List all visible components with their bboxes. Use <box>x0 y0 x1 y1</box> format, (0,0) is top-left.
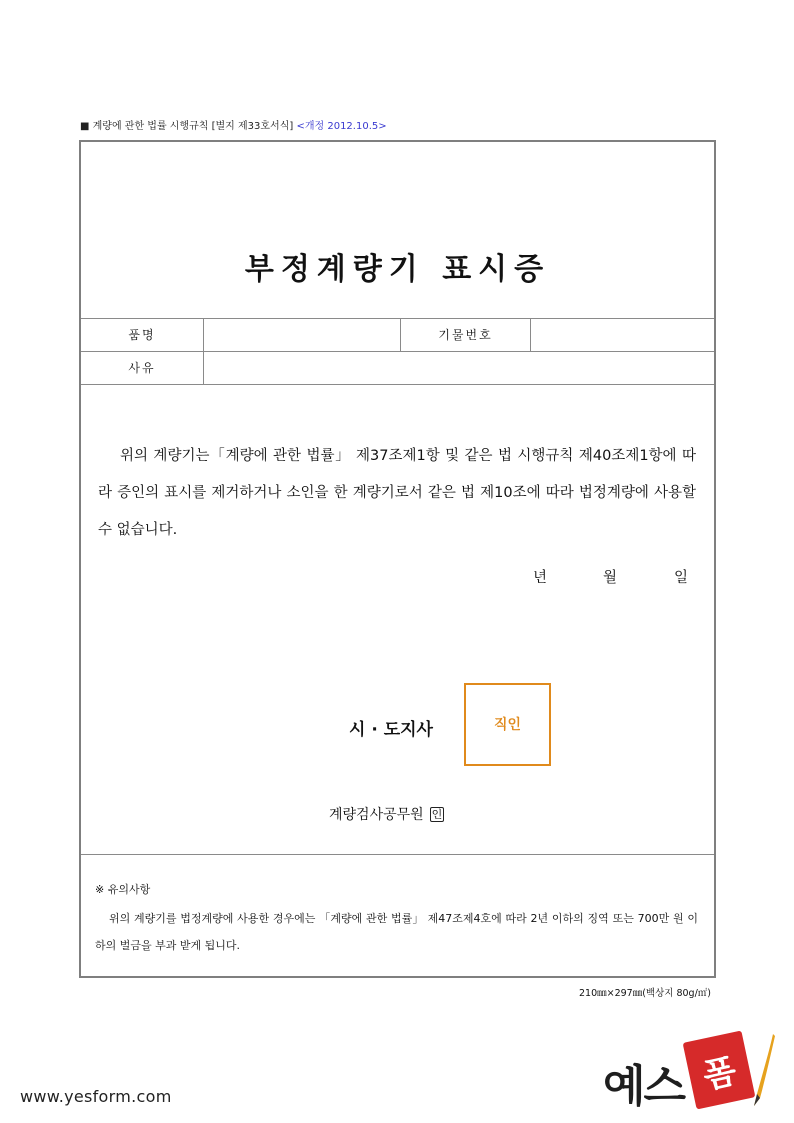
officer-title: 계량검사공무원 <box>329 807 424 823</box>
item-name-label: 품명 <box>128 328 156 342</box>
date-year-label: 년 <box>533 570 548 586</box>
reason-field[interactable] <box>204 352 714 384</box>
site-url-link[interactable]: www.yesform.com <box>20 1087 172 1106</box>
form-revision: <개정 2012.10.5> <box>296 121 387 132</box>
form-header-prefix: ■ 계량에 관한 법률 시행규칙 [별지 제33호서식] <box>80 121 294 132</box>
notes-body <box>95 905 698 959</box>
notice-body <box>98 438 696 549</box>
form-box <box>79 140 716 978</box>
notes-title: ※ 유의사항 <box>95 883 151 896</box>
date-day-label: 일 <box>674 570 689 586</box>
logo-badge <box>683 1031 756 1110</box>
issuer-title: 시 · 도지사 <box>349 720 433 740</box>
form-row-reason <box>81 351 714 385</box>
notes-paragraph: 위의 계량기를 법정계량에 사용한 경우에는 「계량에 관한 법률」 제47조제4호에 따라 2년 이하의 징역 또는 700만 원 이하의 벌금을 부과 받게 됩니다. <box>95 912 698 952</box>
form-row-item <box>81 318 714 351</box>
yesform-logo <box>603 1032 785 1116</box>
notes-section <box>81 854 714 976</box>
serial-number-label: 기물번호 <box>438 328 493 342</box>
pen-icon <box>749 1032 779 1112</box>
paper-spec: 210㎜×297㎜(백상지 80g/㎡) <box>578 988 711 999</box>
official-seal-label: 직인 <box>493 717 522 733</box>
officer-seal-mark: 인 <box>431 808 443 821</box>
item-name-field[interactable] <box>204 319 400 351</box>
logo-badge-text: 폼 <box>699 1050 741 1097</box>
official-seal-box <box>464 683 551 766</box>
notice-paragraph: 위의 계량기는「계량에 관한 법률」 제37조제1항 및 같은 법 시행규칙 제40조제1항에 따라 증인의 표시를 제거하거나 소인을 한 계량기로서 같은 법 제10조에 따라 법정계량에 사용할 수 없습니다. <box>98 448 696 538</box>
reason-label: 사유 <box>128 361 156 375</box>
logo-text: 예스 <box>603 1061 685 1112</box>
date-month-label: 월 <box>603 570 618 586</box>
serial-number-field[interactable] <box>531 319 714 351</box>
officer-signature <box>329 804 444 824</box>
form-title: 부정계량기 표시증 <box>244 252 551 287</box>
form-header <box>80 117 387 132</box>
